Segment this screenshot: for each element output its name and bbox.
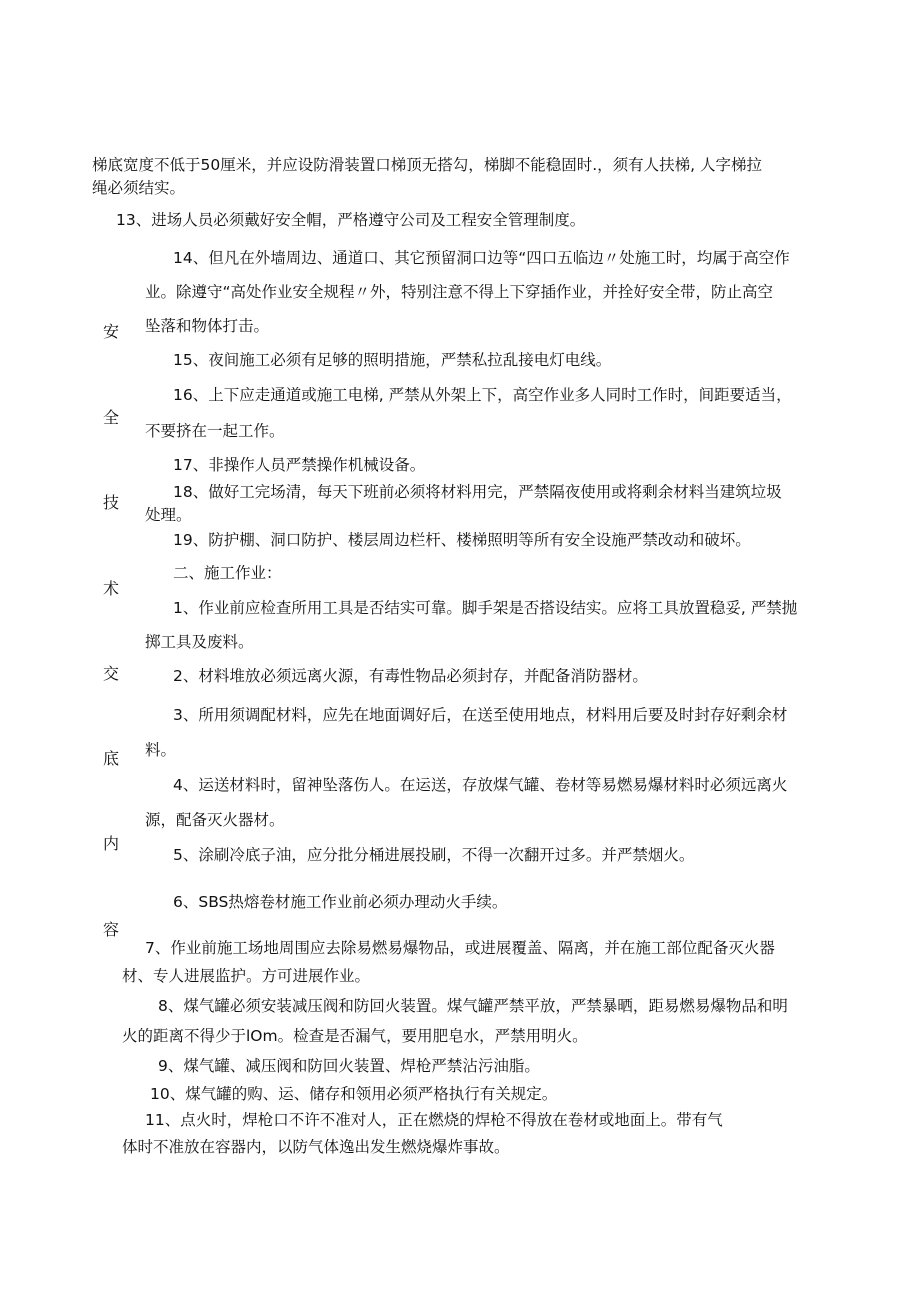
text-line: 料。 [145,741,177,759]
side-title-char: 底 [103,749,120,768]
text-line: 16、上下应走通道或施工电梯, 严禁从外架上下，高空作业多人同时工作时，间距要适当， [173,386,792,404]
text-line: 2、材料堆放必须远离火源，有毒性物品必须封存，并配备消防器材。 [173,667,648,685]
side-title-char: 容 [103,920,120,939]
text-line: 梯底宽度不低于50厘米，并应设防滑装置口梯顶无搭勾，梯脚不能稳固时.，须有人扶梯, 人字梯拉 [92,156,763,174]
text-line: 二、施工作业： [173,564,282,582]
side-title-char: 安 [103,322,120,341]
side-title-char: 术 [103,579,120,598]
text-line: 6、SBS热熔卷材施工作业前必须办理动火手续。 [173,893,508,911]
text-line: 处理。 [145,506,192,524]
text-line: 坠落和物体打击。 [145,317,270,335]
text-line: 不要挤在一起工作。 [145,422,285,440]
text-line: 3、所用须调配材料，应先在地面调好后，在送至使用地点，材料用后要及时封存好剩余材 [173,706,788,724]
side-title-char: 内 [103,834,120,853]
text-line: 9、煤气罐、减压阀和防回火装置、焊枪严禁沾污油脂。 [158,1057,540,1075]
side-title-char: 交 [103,664,120,683]
text-line: 8、煤气罐必须安装减压阀和防回火装置。煤气罐严禁平放，严禁暴晒，距易燃易爆物品和明 [158,997,788,1015]
text-line: 体时不准放在容器内，以防气体逸出发生燃烧爆炸事故。 [122,1138,510,1156]
text-line: 4、运送材料时，留神坠落伤人。在运送，存放煤气罐、卷材等易燃易爆材料时必须远离火 [173,776,788,794]
text-line: 7、作业前施工场地周围应去除易燃易爆物品，或进展覆盖、隔离，并在施工部位配备灭火器 [145,939,775,957]
text-line: 源，配备灭火器材。 [145,811,285,829]
text-line: 5、涂刷冷底子油，应分批分桶进展投刷，不得一次翻开过多。并严禁烟火。 [173,846,695,864]
text-line: 11、点火时，焊枪口不许不准对人，正在燃烧的焊枪不得放在卷材或地面上。带有气 [145,1111,723,1129]
text-line: 10、煤气罐的购、运、储存和领用必须严格执行有关规定。 [150,1085,558,1103]
text-line: 18、做好工完场清，每天下班前必须将材料用完，严禁隔夜使用或将剩余材料当建筑垃圾 [173,483,782,501]
text-line: 火的距离不得少于lOm。检查是否漏气，要用肥皂水，严禁用明火。 [122,1027,588,1045]
text-line: 业。除遵守“高处作业安全规程〃外，特别注意不得上下穿插作业，并拴好安全带，防止高空 [145,283,774,301]
text-line: 1、作业前应检查所用工具是否结实可靠。脚手架是否搭设结实。应将工具放置稳妥, 严禁抛 [173,599,798,617]
side-title-char: 技 [103,493,120,512]
text-line: 材、专人进展监护。方可进展作业。 [122,967,371,985]
text-line: 14、但凡在外墙周边、通道口、其它预留洞口边等“四口五临边〃处施工时，均属于高空作 [173,249,790,267]
text-line: 17、非操作人员严禁操作机械设备。 [173,456,426,474]
text-line: 15、夜间施工必须有足够的照明措施，严禁私拉乱接电灯电线。 [173,351,612,369]
text-line: 19、防护棚、洞口防护、楼层周边栏杆、楼梯照明等所有安全设施严禁改动和破坏。 [173,531,751,549]
side-title-char: 全 [103,408,120,427]
text-line: 13、进场人员必须戴好安全帽，严格遵守公司及工程安全管理制度。 [116,211,586,229]
text-line: 绳必须结实。 [92,179,186,197]
text-line: 掷工具及废料。 [145,633,254,651]
